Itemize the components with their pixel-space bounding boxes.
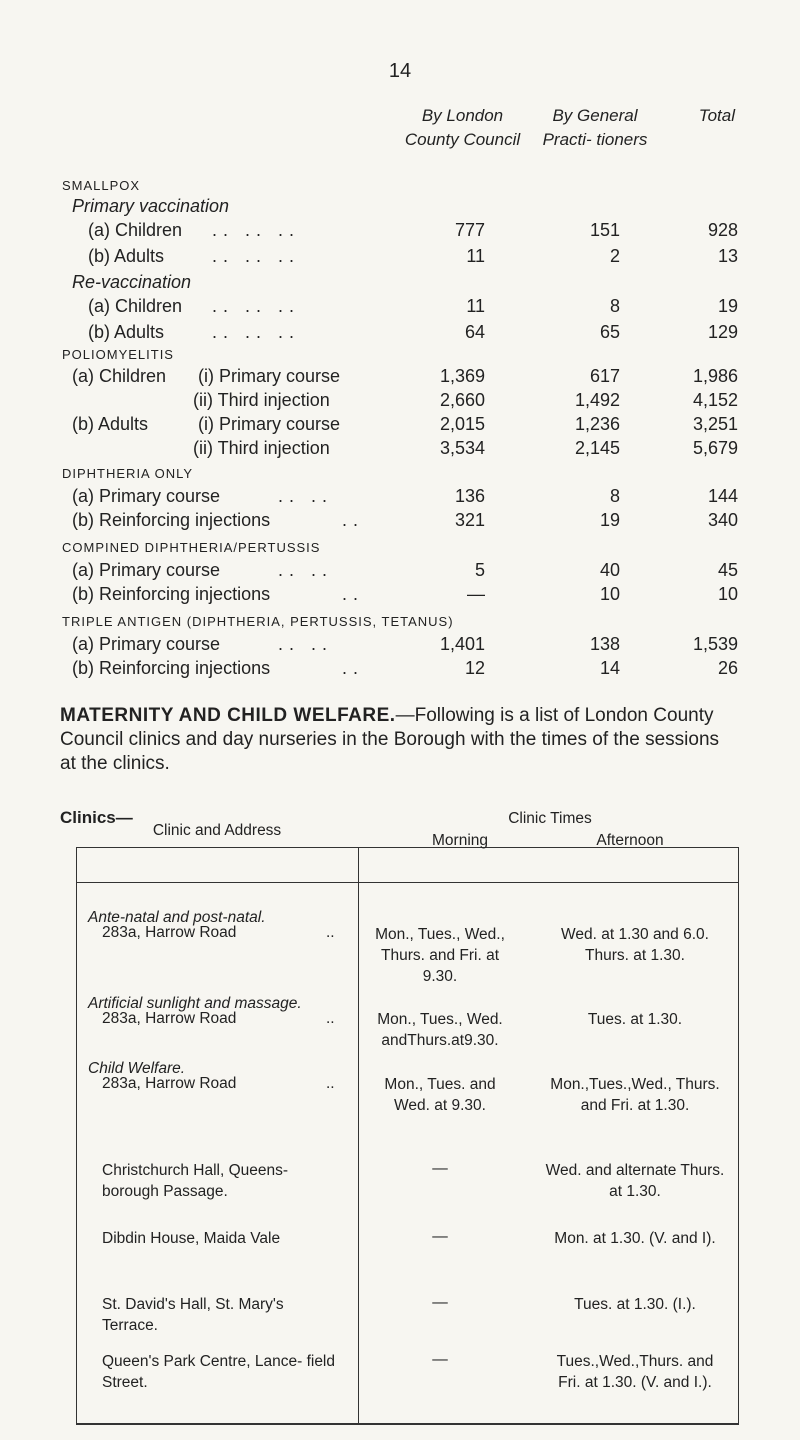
leader-dots: .. <box>342 510 365 530</box>
value-gp: 40 <box>599 560 620 580</box>
value-lcc: 12 <box>464 658 485 678</box>
column-header-total: Total <box>698 106 735 125</box>
clinic-afternoon: Wed. and alternate Thurs. at 1.30. <box>545 1162 725 1200</box>
clinic-afternoon: Tues. at 1.30. (I.). <box>574 1296 696 1313</box>
clinic-afternoon: Wed. at 1.30 and 6.0. Thurs. at 1.30. <box>561 926 709 964</box>
value-total: 10 <box>717 584 738 604</box>
value-total: 26 <box>717 658 738 678</box>
leader-dots: .. <box>342 584 365 604</box>
value-lcc: 136 <box>454 486 485 506</box>
value-lcc: 64 <box>464 322 485 342</box>
table-rule-right <box>738 847 739 1425</box>
clinic-address: 283a, Harrow Road <box>102 1075 237 1092</box>
value-total: 1,986 <box>692 366 738 386</box>
value-gp: 138 <box>589 634 620 654</box>
table-row-label: (ii) Third injection <box>193 390 330 410</box>
clinic-morning: Mon., Tues., Wed., Thurs. and Fri. at 9.30. <box>375 926 505 985</box>
value-gp: 8 <box>609 296 620 316</box>
value-lcc: 1,369 <box>439 366 485 386</box>
value-total: 3,251 <box>692 414 738 434</box>
section-title-poliomyelitis: POLIOMYELITIS <box>62 347 174 362</box>
column-header-gp: By General Practi- tioners <box>542 106 648 149</box>
value-total: 129 <box>707 322 738 342</box>
value-gp: 8 <box>609 486 620 506</box>
value-lcc: 2,660 <box>439 390 485 410</box>
value-gp: 2 <box>609 246 620 266</box>
value-total: 13 <box>717 246 738 266</box>
table-rule-left <box>76 847 77 1425</box>
clinic-afternoon: Mon. at 1.30. (V. and I). <box>554 1230 716 1247</box>
value-total: 4,152 <box>692 390 738 410</box>
leader-dots: .. .. .. <box>212 322 301 342</box>
maternity-heading: MATERNITY AND CHILD WELFARE. <box>60 705 396 726</box>
table-row-label: (a) Primary course <box>72 486 221 506</box>
clinic-morning: Mon., Tues., Wed. andThurs.at9.30. <box>377 1011 503 1049</box>
value-gp: 151 <box>589 220 620 240</box>
page-number: 14 <box>388 60 412 82</box>
table-row-label: (a) Primary course <box>72 634 221 654</box>
clinic-address: St. David's Hall, St. Mary's Terrace. <box>102 1296 284 1334</box>
value-total: 45 <box>717 560 738 580</box>
table-row-label: (a) Children <box>88 296 183 316</box>
value-gp: 65 <box>599 322 620 342</box>
leader-dots: .. .. <box>278 560 334 580</box>
clinics-label: Clinics— <box>60 808 133 827</box>
table-row-label: (a) Primary course <box>72 560 221 580</box>
leader-dots: .. .. <box>278 634 334 654</box>
clinic-morning: — <box>432 1351 448 1368</box>
clinic-morning: — <box>432 1294 448 1311</box>
row-prefix: (b) Adults <box>72 414 149 434</box>
value-gp: 10 <box>599 584 620 604</box>
maternity-paragraph <box>60 704 740 776</box>
clinic-category: Artificial sunlight and massage. <box>88 995 302 1012</box>
section-title-diphtheria-only: DIPHTHERIA ONLY <box>62 466 194 481</box>
value-gp: 1,492 <box>574 390 620 410</box>
clinic-address: 283a, Harrow Road <box>102 1010 237 1027</box>
value-lcc: 1,401 <box>439 634 485 654</box>
leader-dots: .. .. <box>278 486 334 506</box>
header-afternoon: Afternoon <box>596 832 664 849</box>
value-total: 5,679 <box>692 438 738 458</box>
clinic-morning: Mon., Tues. and Wed. at 9.30. <box>384 1076 496 1114</box>
value-total: 340 <box>707 510 738 530</box>
leader-dots: .. <box>326 1075 335 1092</box>
row-prefix: (a) Children <box>72 366 167 386</box>
value-lcc: — <box>467 584 485 604</box>
header-morning: Morning <box>432 832 488 849</box>
table-row-label: (b) Reinforcing injections <box>72 584 271 604</box>
table-row-label: (b) Adults <box>88 246 165 266</box>
value-lcc: 5 <box>474 560 485 580</box>
value-gp: 19 <box>599 510 620 530</box>
header-clinic-address: Clinic and Address <box>152 822 282 839</box>
clinic-morning: — <box>432 1228 448 1245</box>
value-total: 19 <box>717 296 738 316</box>
clinic-afternoon: Tues. at 1.30. <box>587 1011 683 1028</box>
table-row-label: (b) Adults <box>88 322 165 342</box>
value-lcc: 11 <box>466 246 485 266</box>
table-row-label: (ii) Third injection <box>193 438 330 458</box>
table-row-label: (a) Children <box>88 220 183 240</box>
table-row-label: (i) Primary course <box>198 414 341 434</box>
leader-dots: .. .. .. <box>212 246 301 266</box>
value-lcc: 321 <box>454 510 485 530</box>
leader-dots: .. .. .. <box>212 296 301 316</box>
value-lcc: 11 <box>466 296 485 316</box>
clinic-afternoon: Tues.,Wed.,Thurs. and Fri. at 1.30. (V. and I.). <box>556 1353 714 1391</box>
value-total: 144 <box>707 486 738 506</box>
value-lcc: 3,534 <box>439 438 485 458</box>
section-title-smallpox: SMALLPOX <box>62 178 141 193</box>
value-lcc: 2,015 <box>439 414 485 434</box>
section-title-triple-antigen: TRIPLE ANTIGEN (DIPHTHERIA, PERTUSSIS, TETANUS) <box>62 614 454 629</box>
table-rule-bottom <box>76 1423 739 1425</box>
clinic-address: Christchurch Hall, Queens- borough Passage. <box>102 1162 289 1200</box>
header-clinic-times: Clinic Times <box>508 810 592 827</box>
clinic-address: 283a, Harrow Road <box>102 924 237 941</box>
value-gp: 14 <box>599 658 620 678</box>
table-rule-header <box>76 882 739 883</box>
table-row-label: (b) Reinforcing injections <box>72 658 271 678</box>
maternity-text: —Following is a list of London County Council clinics and day nurseries in the Borough with the times of the sessions at the clinics. <box>60 705 720 774</box>
clinic-category: Child Welfare. <box>88 1060 186 1077</box>
section-title-combined-diphtheria-pertussis: COMPINED DIPHTHERIA/PERTUSSIS <box>62 540 321 555</box>
clinic-category: Ante-natal and post-natal. <box>88 909 266 926</box>
leader-dots: .. <box>342 658 365 678</box>
table-rule-divider <box>358 847 359 1425</box>
value-gp: 1,236 <box>574 414 620 434</box>
table-row-label: (b) Reinforcing injections <box>72 510 271 530</box>
leader-dots: .. <box>326 1010 335 1027</box>
value-lcc: 777 <box>454 220 485 240</box>
clinic-address: Queen's Park Centre, Lance- field Street. <box>102 1353 335 1391</box>
group-subtitle-re-vaccination: Re-vaccination <box>72 272 192 292</box>
value-total: 928 <box>707 220 738 240</box>
clinic-afternoon: Mon.,Tues.,Wed., Thurs. and Fri. at 1.30. <box>550 1076 720 1114</box>
leader-dots: .. <box>326 924 335 941</box>
value-total: 1,539 <box>692 634 738 654</box>
clinic-morning: — <box>432 1160 448 1177</box>
clinic-address: Dibdin House, Maida Vale <box>102 1230 281 1247</box>
value-gp: 2,145 <box>574 438 620 458</box>
value-gp: 617 <box>589 366 620 386</box>
group-subtitle-primary-vaccination: Primary vaccination <box>72 196 230 216</box>
column-header-lcc: By London County Council <box>404 106 521 149</box>
leader-dots: .. .. .. <box>212 220 301 240</box>
table-row-label: (i) Primary course <box>198 366 341 386</box>
